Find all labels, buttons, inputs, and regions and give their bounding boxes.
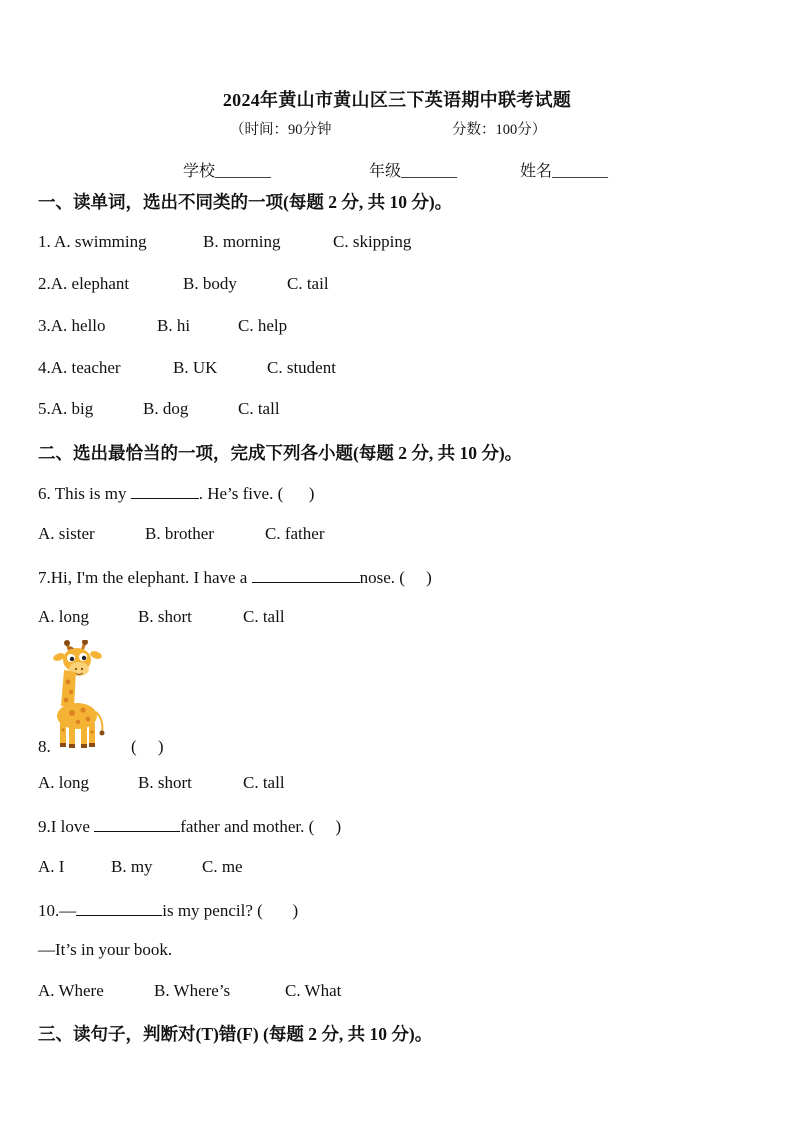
q7-stem [38, 566, 432, 588]
q6-stem [38, 482, 314, 504]
grade-field: 年级_______ [369, 163, 458, 180]
q10-option-a: A. Where [38, 981, 104, 1000]
q7-option-a: A. long [38, 607, 89, 626]
q7-text: 7.Hi, I'm the elephant. I have a [38, 568, 248, 587]
school-field: 学校_______ [183, 163, 272, 180]
q1-option-a: 1. A. swimming [38, 232, 147, 251]
q10-answer: —It’s in your book. [38, 940, 173, 959]
q4-option-b: B. UK [173, 358, 218, 377]
exam-time: （时间：90分钟 [230, 122, 332, 138]
q10-option-b: B. Where’s [154, 981, 231, 1000]
q2-option-b: B. body [183, 274, 237, 293]
q3-option-b: B. hi [157, 316, 191, 335]
q1-option-b: B. morning [203, 232, 281, 251]
q8-option-a: A. long [38, 773, 89, 792]
q1-option-c: C. skipping [333, 232, 412, 251]
section-1-title: 一、读单词，选出不同类的一项(每题 2 分, 共 10 分)。 [38, 192, 453, 212]
q8-option-c: C. tall [243, 773, 285, 792]
q2-option-a: 2.A. elephant [38, 274, 130, 293]
q7-option-b: B. short [138, 607, 192, 626]
q3-option-a: 3.A. hello [38, 316, 106, 335]
name-field: 姓名_______ [520, 163, 609, 180]
q5-option-c: C. tall [238, 399, 280, 418]
q3-option-c: C. help [238, 316, 288, 335]
q9-stem [38, 815, 341, 837]
page-title: 2024年黄山市黄山区三下英语期中联考试题 [222, 90, 572, 110]
q9-blank [94, 815, 180, 832]
q6-text: 6. This is my [38, 484, 127, 503]
q6-option-b: B. brother [145, 524, 214, 543]
q6-blank [131, 482, 199, 499]
q6-option-a: A. sister [38, 524, 95, 543]
q10-text-end: is my pencil? ( ) [162, 901, 299, 920]
q8-option-b: B. short [138, 773, 192, 792]
exam-score: 分数：100分） [452, 122, 547, 138]
q7-text-end: nose. ( ) [359, 568, 432, 587]
q10-text: 10.— [38, 901, 77, 920]
q10-option-c: C. What [285, 981, 342, 1000]
q8-bracket: ( ) [131, 737, 164, 756]
q5-option-a: 5.A. big [38, 399, 94, 418]
q7-option-c: C. tall [243, 607, 285, 626]
q10-stem [38, 899, 298, 921]
q2-option-c: C. tail [287, 274, 329, 293]
giraffe-image [50, 640, 108, 752]
q9-text: 9.I love [38, 817, 90, 836]
q10-blank [76, 899, 162, 916]
q8-number: 8. [38, 737, 51, 756]
q7-blank [252, 566, 360, 583]
q5-option-b: B. dog [143, 399, 189, 418]
section-3-title: 三、读句子，判断对(T)错(F) (每题 2 分, 共 10 分)。 [38, 1024, 433, 1044]
q4-option-a: 4.A. teacher [38, 358, 121, 377]
q6-text-end: . He’s five. ( ) [198, 484, 315, 503]
q4-option-c: C. student [267, 358, 336, 377]
q9-option-a: A. I [38, 857, 65, 876]
q9-option-c: C. me [202, 857, 243, 876]
section-2-title: 二、选出最恰当的一项，完成下列各小题(每题 2 分, 共 10 分)。 [38, 443, 523, 463]
q9-option-b: B. my [111, 857, 153, 876]
q9-text-end: father and mother. ( ) [180, 817, 342, 836]
q6-option-c: C. father [265, 524, 325, 543]
